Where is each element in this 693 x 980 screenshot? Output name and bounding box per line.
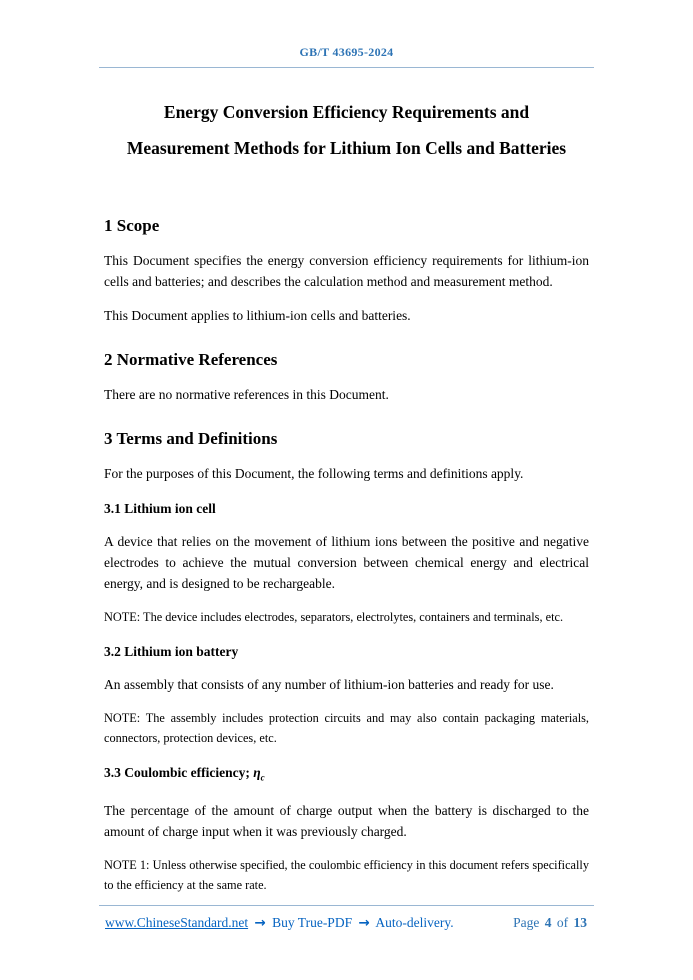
section-3-heading: 3 Terms and Definitions	[104, 429, 278, 448]
of-label: of	[556, 915, 569, 930]
section-2-heading: 2 Normative References	[104, 350, 278, 369]
document-title-line2: Measurement Methods for Lithium Ion Cells and Batteries	[126, 138, 567, 158]
page-label: Page	[513, 915, 540, 930]
total-page-number: 13	[573, 915, 587, 930]
term-3-2-note: NOTE: The assembly includes protection circuits and may also contain packaging materials, connectors, protection devices, etc.	[104, 711, 589, 745]
page-header	[0, 0, 693, 68]
scope-paragraph-1: This Document specifies the energy conversion efficiency requirements for lithium-ion cells and batteries; and describes the calculation method and measurement method.	[104, 253, 589, 289]
footer-divider	[99, 905, 594, 906]
section-3-2-heading: 3.2 Lithium ion battery	[104, 644, 239, 659]
header-divider	[99, 67, 594, 68]
section-3-3-heading	[104, 764, 589, 787]
document-content	[104, 94, 589, 895]
eta-subscript: c	[260, 772, 265, 783]
term-3-2-definition: An assembly that consists of any number of lithium-ion batteries and ready for use.	[104, 677, 554, 692]
term-3-1-note: NOTE: The device includes electrodes, separators, electrolytes, containers and terminals, etc.	[104, 610, 564, 624]
term-3-3-definition: The percentage of the amount of charge output when the battery is discharged to the amount of charge input when it was previously charged.	[104, 802, 589, 839]
footer-links	[105, 915, 454, 931]
document-title	[104, 94, 589, 166]
normative-paragraph: There are no normative references in this Document.	[104, 387, 389, 402]
eta-symbol: η	[253, 765, 261, 780]
arrow-icon: →	[358, 915, 370, 931]
standard-number: GB/T 43695-2024	[299, 45, 394, 59]
term-3-3-note: NOTE 1: Unless otherwise specified, the coulombic efficiency in this document refers specifically to the efficiency at the same rate.	[104, 857, 589, 892]
page-footer	[0, 905, 693, 980]
section-3-3-heading-text: 3.3 Coulombic efficiency;	[104, 765, 254, 780]
scope-paragraph-2: This Document applies to lithium-ion cells and batteries.	[104, 308, 411, 323]
section-3-1-heading: 3.1 Lithium ion cell	[104, 501, 216, 516]
page-number	[513, 915, 589, 931]
terms-intro-paragraph: For the purposes of this Document, the following terms and definitions apply.	[104, 466, 524, 481]
arrow-icon: →	[254, 915, 266, 931]
section-1-heading: 1 Scope	[104, 216, 160, 235]
current-page-number: 4	[544, 915, 552, 930]
document-title-line1: Energy Conversion Efficiency Requirements and	[163, 102, 530, 122]
auto-delivery-label: Auto-delivery.	[375, 915, 454, 930]
term-3-1-definition: A device that relies on the movement of lithium ions between the positive and negative electrodes to achieve the mutual conversion between chemical energy and electrical energy, and is designed to be rechargeable.	[104, 534, 589, 591]
site-link[interactable]: www.ChineseStandard.net	[105, 915, 249, 930]
buy-pdf-label[interactable]: Buy True-PDF	[272, 915, 353, 930]
